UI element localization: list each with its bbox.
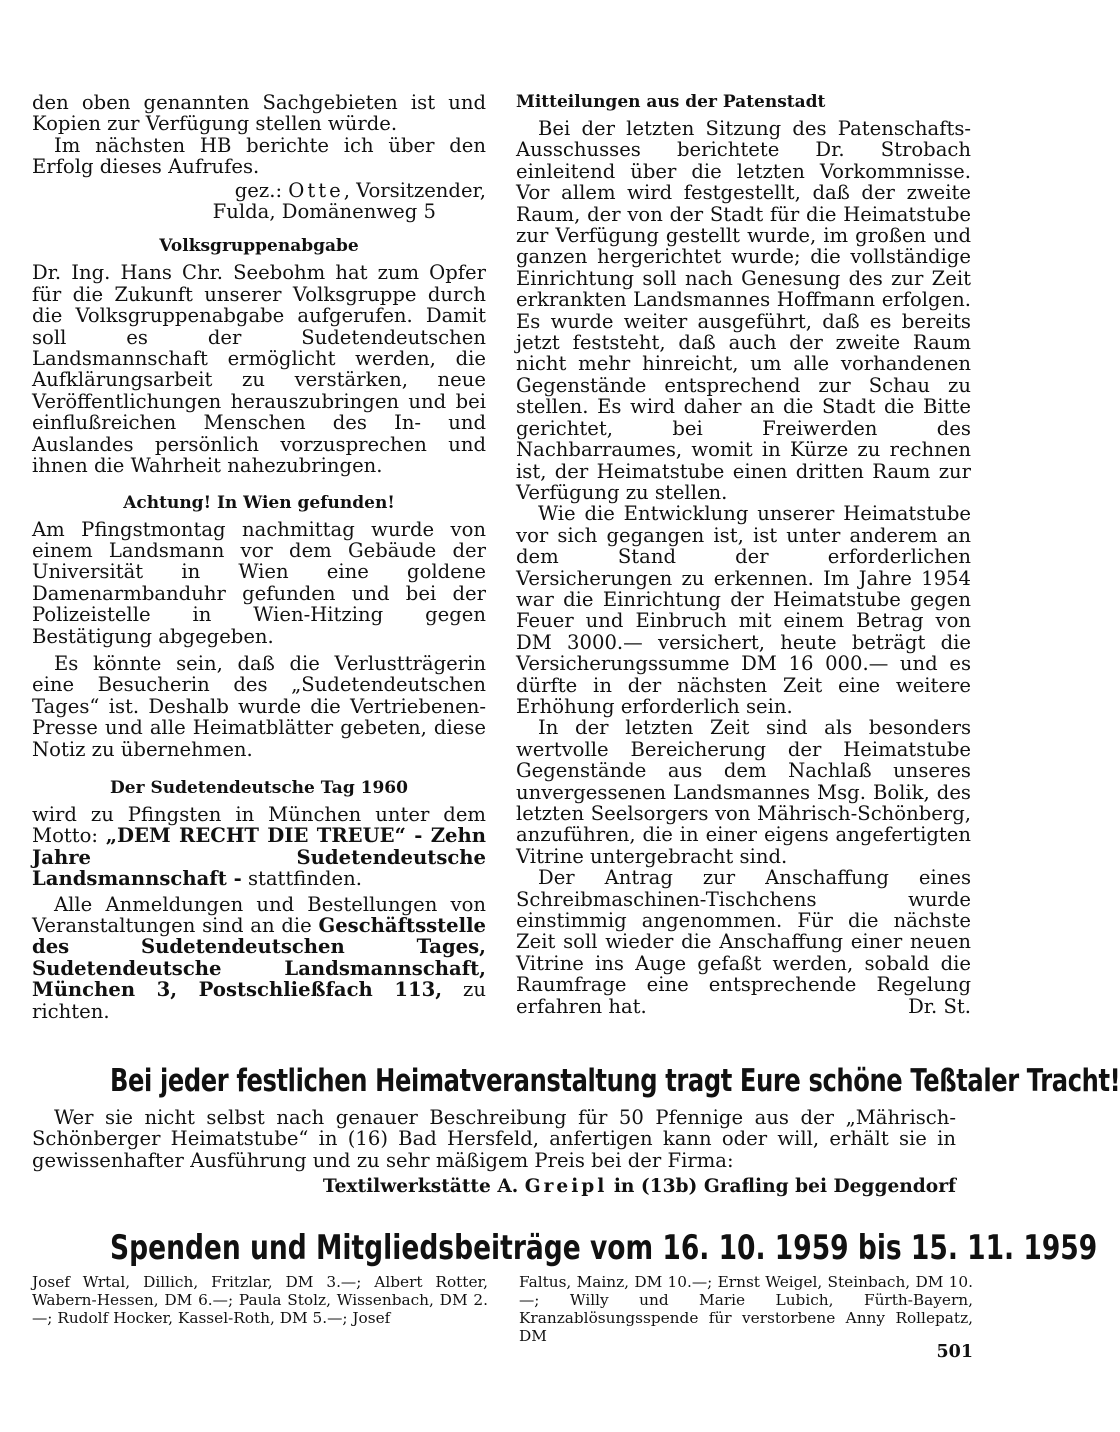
antrag-text: Der Antrag zur Anschaffung eines Schreibmaschinen-Tischchens wurde einstimmig angenommen. Für die nächste Zeit soll wieder die Anschaffung einer neuen Vitrine ins Auge gefaßt werden, sobald die Raumfrage eine entsprechende Regelung erfahren hat. [516, 866, 971, 1018]
spenden-title: Spenden und Mitgliedsbeiträge vom 16. 10. 1959 bis 15. 11. 1959 [110, 1228, 1098, 1268]
left-paragraph-intro: den oben genannten Sachgebieten ist und Kopien zur Verfügung stellen würde. [32, 91, 486, 136]
firm-text-a: Textilwerkstätte A. [322, 1176, 525, 1197]
tracht-banner-text: Wer sie nicht selbst nach genauer Beschreibung für 50 Pfennige aus der „Mährisch-Schönberger Heimatstube“ in (16) Bad Hersfeld, anfertigen kann oder will, erhält sie in gewissenhafter Ausführung und zu sehr mäßigem Preis bei der Firma: [32, 1106, 956, 1172]
paragraph-sudetendeutscher-tag [32, 804, 486, 890]
heading-sudetendeutscher-tag: Der Sudetendeutsche Tag 1960 [110, 777, 408, 798]
heading-mitteilungen: Mitteilungen aus der Patenstadt [516, 92, 826, 112]
firm-text-b: in (13b) Grafling bei Deggendorf [607, 1176, 956, 1197]
paragraph-bereicherung: In der letzten Zeit sind als besonders wertvolle Bereicherung der Heimatstube Gegenstände aus dem Nachlaß unseres unvergessenen Landsmannes Msg. Bolik, des letzten Seelsorgers von Mährisch-Schönberg, anzuführen, die in einer eigens angefertigten Vitrine untergebracht sind. [516, 716, 971, 868]
signature-prefix: gez.: [234, 178, 289, 202]
firm-name: Greipl [524, 1176, 608, 1197]
signature-name: Otte [288, 178, 344, 202]
tag-motto: „DEM RECHT DIE TREUE“ - Zehn Jahre Sudetendeutsche Landsmannschaft - [32, 824, 486, 891]
spenden-list-left: Josef Wrtal, Dillich, Fritzlar, DM 3.—; Albert Rotter, Wabern-Hessen, DM 6.—; Paula Stolz, Wissenbach, DM 2.—; Rudolf Hocker, Kassel-Roth, DM 5.—; Josef [32, 1273, 488, 1327]
tag-text-c: stattfinden. [241, 867, 362, 891]
heading-volksgruppenabgabe: Volksgruppenabgabe [159, 236, 359, 257]
anmeldungen-text-c: zu richten. [32, 978, 486, 1023]
antrag-signature: Dr. St. [908, 994, 971, 1018]
paragraph-entwicklung: Wie die Entwicklung unserer Heimatstube vor sich gegangen ist, ist unter anderem an dem Stand der erforderlichen Versicherungen zu erkennen. Im Jahre 1954 war die Einrichtung der Heimatstube gegen Feuer und Einbruch mit einem Betrag von DM 3000.— versichert, heute beträgt die Versicherungssumme DM 16 000.— und es dürfte in der nächsten Zeit eine weitere Erhöhung erforderlich sein. [516, 502, 971, 718]
firm-line [32, 1176, 956, 1197]
left-paragraph-report: Im nächsten HB berichte ich über den Erfolg dieses Aufrufes. [32, 133, 486, 179]
paragraph-achtung-found: Am Pfingstmontag nachmittag wurde von einem Landsmann vor dem Gebäude der Universität in Wien eine goldene Damenarmbanduhr gefunden und bei der Polizeistelle in Wien-Hitzing gegen Bestätigung abgegeben. [32, 517, 486, 648]
paragraph-anmeldungen [32, 894, 486, 1022]
signature-line [32, 180, 486, 201]
paragraph-sitzung: Bei der letzten Sitzung des Patenschafts-Ausschusses berichtete Dr. Strobach einleitend über die letzten Vorkommnisse. Vor allem wird festgestellt, daß der zweite Raum, der von der Stadt für die Heimatstube zur Verfügung gestellt wurde, im großen und ganzen hergerichtet wurde; die vollständige Einrichtung soll nach Genesung des zur Zeit erkrankten Landsmannes Hoffmann erfolgen. Es wurde weiter ausgeführt, daß es bereits jetzt feststeht, daß auch der zweite Raum nicht mehr hinreicht, um alle vorhandenen Gegenstände entsprechend zur Schau zu stellen. Es wird daher an die Stadt die Bitte gerichtet, bei Freiwerden des Nachbarraumes, womit in Kürze zu rechnen ist, der Heimatstube einen dritten Raum zur Verfügung zu stellen. [516, 117, 971, 504]
left-column [32, 92, 486, 1022]
spenden-list-right: Faltus, Mainz, DM 10.—; Ernst Weigel, Steinbach, DM 10.—; Willy und Marie Lubich, Fürth-Bayern, Kranzablösungsspende für verstorbene Anny Rollepatz, DM [519, 1273, 973, 1345]
anmeldungen-address: Geschäftsstelle des Sudetendeutschen Tages, Sudetendeutsche Landsmannschaft, München 3, Postschließfach 113, [32, 914, 486, 1002]
signature-role: , Vorsitzender, [343, 178, 486, 202]
tag-text-a: wird zu Pfingsten in München unter dem Motto: [32, 802, 486, 848]
tracht-banner-title: Bei jeder festlichen Heimatveranstaltung tragt Eure schöne Teßtaler Tracht! [110, 1063, 1120, 1099]
paragraph-antrag [516, 867, 971, 1017]
paragraph-volksgruppenabgabe: Dr. Ing. Hans Chr. Seebohm hat zum Opfer für die Zukunft unserer Volksgruppe durch die Volksgruppenabgabe aufgerufen. Damit soll es der Sudetendeutschen Landsmannschaft ermöglicht werden, die Aufklärungsarbeit zu verstärken, neue Veröffentlichungen herauszubringen und bei einflußreichen Menschen des In- und Auslandes persönlich vorzusprechen und ihnen die Wahrheit nahezubringen. [32, 261, 486, 478]
heading-achtung: Achtung! In Wien gefunden! [123, 492, 395, 513]
page-number: 501 [936, 1342, 973, 1362]
signature-address: Fulda, Domänenweg 5 [212, 200, 436, 224]
right-column [516, 92, 971, 1017]
anmeldungen-text-a: Alle Anmeldungen und Bestellungen von Veranstaltungen sind an die [32, 892, 486, 937]
paragraph-achtung-owner: Es könnte sein, daß die Verlustträgerin eine Besucherin des „Sudetendeutschen Tages“ ist. Deshalb wurde die Vertriebenen-Presse und alle Heimatblätter gebeten, diese Notiz zu übernehmen. [32, 651, 486, 761]
